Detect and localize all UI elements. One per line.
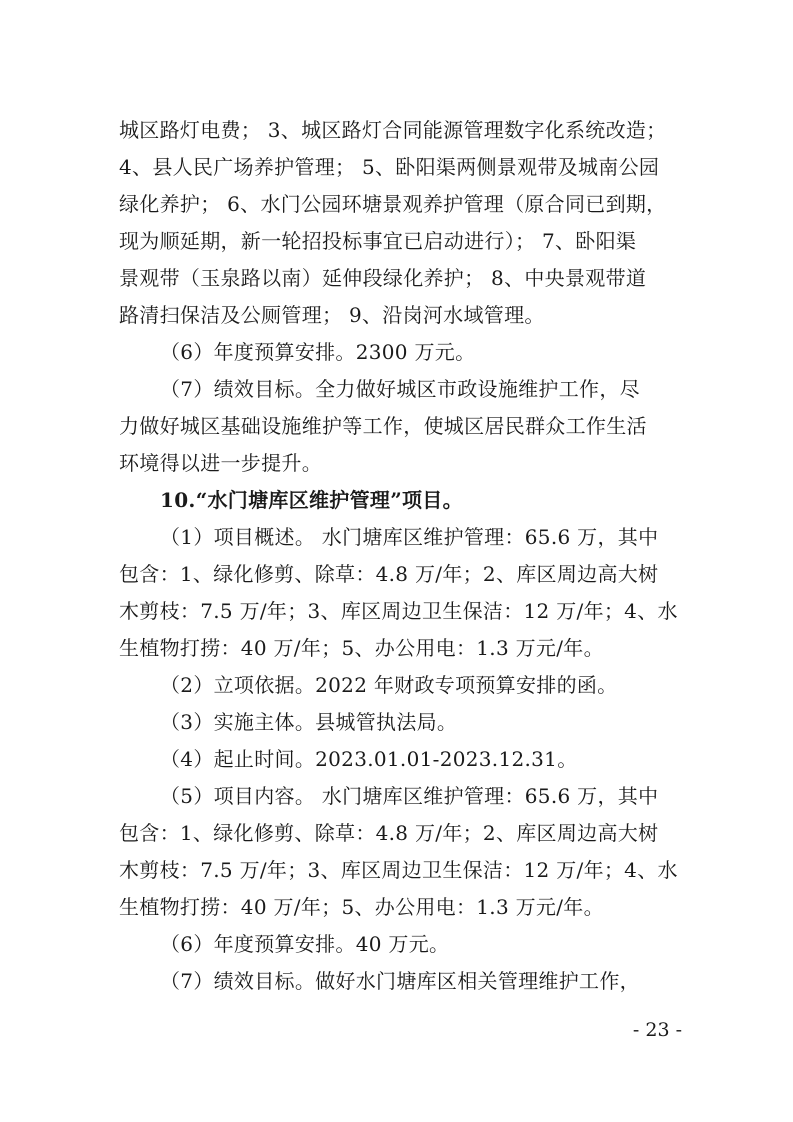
section-heading: 10.“水门塘库区维护管理”项目。 bbox=[160, 488, 463, 512]
body-line: 4、县人民广场养护管理； 5、卧阳渠两侧景观带及城南公园 bbox=[119, 155, 660, 179]
body-line: 城区路灯电费； 3、城区路灯合同能源管理数字化系统改造； bbox=[119, 118, 667, 142]
page-number: - 23 - bbox=[632, 1019, 682, 1041]
paragraph-content: （5）项目内容。 水门塘库区维护管理：65.6 万，其中 bbox=[160, 784, 659, 808]
body-line: 景观带（玉泉路以南）延伸段绿化养护； 8、中央景观带道 bbox=[119, 266, 647, 290]
paragraph-entity: （3）实施主体。县城管执法局。 bbox=[160, 710, 458, 734]
paragraph-overview: （1）项目概述。 水门塘库区维护管理：65.6 万，其中 bbox=[160, 525, 659, 549]
paragraph-goal: （7）绩效目标。全力做好城区市政设施维护工作，尽 bbox=[160, 377, 640, 401]
body-line: 生植物打捞：40 万/年；5、办公用电：1.3 万元/年。 bbox=[119, 636, 604, 660]
body-line: 环境得以进一步提升。 bbox=[119, 451, 322, 475]
body-line: 绿化养护； 6、水门公园环塘景观养护管理（原合同已到期， bbox=[119, 192, 667, 216]
paragraph-budget: （6）年度预算安排。2300 万元。 bbox=[160, 340, 476, 364]
body-line: 包含：1、绿化修剪、除草：4.8 万/年；2、库区周边高大树 bbox=[119, 562, 659, 586]
body-line: 现为顺延期，新一轮招投标事宜已启动进行）； 7、卧阳渠 bbox=[119, 229, 637, 253]
paragraph-goal: （7）绩效目标。做好水门塘库区相关管理维护工作， bbox=[160, 969, 640, 993]
body-line: 力做好城区基础设施维护等工作，使城区居民群众工作生活 bbox=[119, 414, 647, 438]
body-line: 木剪枝：7.5 万/年；3、库区周边卫生保洁：12 万/年；4、水 bbox=[119, 599, 678, 623]
body-line: 包含：1、绿化修剪、除草：4.8 万/年；2、库区周边高大树 bbox=[119, 821, 659, 845]
body-line: 路清扫保洁及公厕管理； 9、沿岗河水域管理。 bbox=[119, 303, 545, 327]
paragraph-budget: （6）年度预算安排。40 万元。 bbox=[160, 932, 450, 956]
paragraph-basis: （2）立项依据。2022 年财政专项预算安排的函。 bbox=[160, 673, 618, 697]
body-line: 木剪枝：7.5 万/年；3、库区周边卫生保洁：12 万/年；4、水 bbox=[119, 858, 678, 882]
paragraph-period: （4）起止时间。2023.01.01-2023.12.31。 bbox=[160, 747, 578, 771]
body-line: 生植物打捞：40 万/年；5、办公用电：1.3 万元/年。 bbox=[119, 895, 604, 919]
